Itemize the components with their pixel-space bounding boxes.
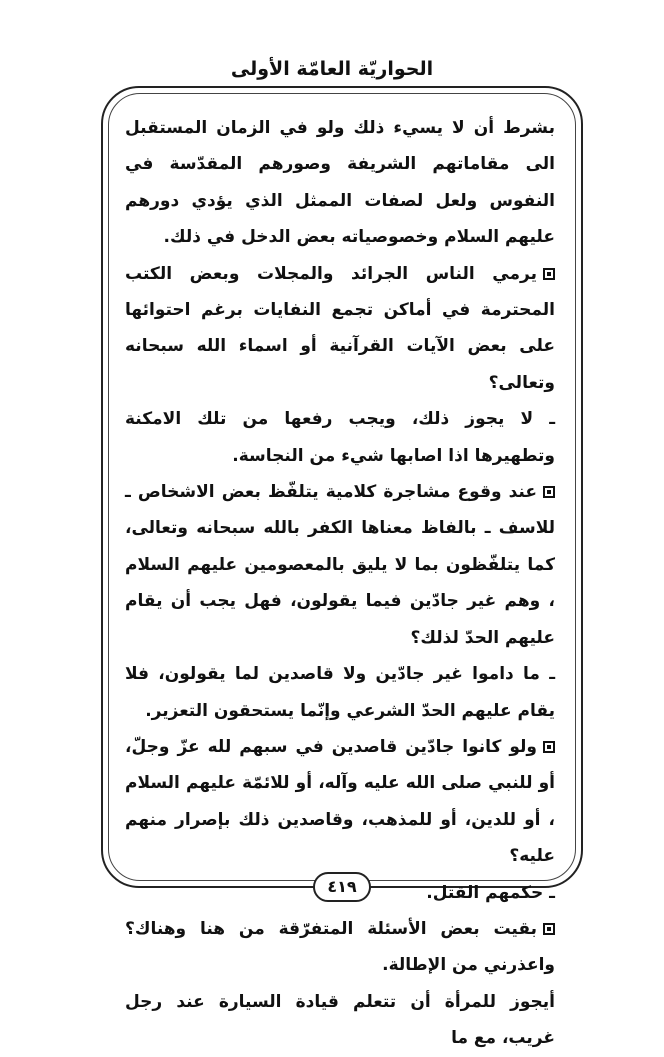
question-paragraph (125, 256, 555, 402)
body-text (125, 110, 555, 1057)
paragraph-text: ولو كانوا جادّين قاصدين في سبهم لله عزّ وجلّ، أو للنبي صلى الله عليه وآله، أو للائمّة عليهم السلام ، أو للدين، أو للمذهب، وقاصدين ذلك بإصرار منهم عليه؟ (125, 736, 555, 867)
running-header: الحواريّة العامّة الأولى (230, 58, 434, 80)
paragraph-text: عند وقوع مشاجرة كلامية يتلفّظ بعض الاشخاص ـ للاسف ـ بالفاظ معناها الكفر بالله سبحانه وتعالى، كما يتلفّظون بما لا يليق بالمعصومين عليهم السلام ، وهم غير جادّين فيما يقولون، فهل يجب أن يقام عليهم الحدّ لذلك؟ (125, 482, 555, 648)
paragraph-text: بقيت بعض الأسئلة المتفرّقة من هنا وهناك؟ واعذرني من الإطالة. (125, 918, 555, 976)
answer-paragraph (125, 656, 555, 729)
question-paragraph (125, 474, 555, 656)
paragraph-text: يرمي الناس الجرائد والمجلات وبعض الكتب المحترمة في أماكن تجمع النفايات برغم احتوائها على بعض الآيات القرآنية أو اسماء الله سبحانه وتعالى؟ (125, 263, 555, 393)
square-bullet-icon (543, 923, 555, 935)
question-paragraph (125, 729, 555, 875)
question-paragraph (125, 984, 555, 1057)
question-paragraph (125, 911, 555, 984)
paragraph-text: ـ ما داموا غير جادّين ولا قاصدين لما يقولون، فلا يقام عليهم الحدّ الشرعي وإنّما يستحقون التعزير. (125, 664, 555, 721)
paragraph-text: أيجوز للمرأة أن تتعلم قيادة السيارة عند رجل غريب، مع ما (125, 991, 555, 1049)
paragraph (125, 110, 555, 256)
page-number: ٤١٩ (313, 872, 371, 902)
paragraph-text: بشرط أن لا يسيء ذلك ولو في الزمان المستقبل الى مقاماتهم الشريفة وصورهم المقدّسة في النفوس ولعل لصفات الممثل الذي يؤدي دورهم عليهم السلام وخصوصياته بعض الدخل في ذلك. (125, 118, 555, 248)
answer-paragraph (125, 401, 555, 474)
paragraph-text: ـ حكمهم القتل. (426, 882, 555, 903)
square-bullet-icon (543, 268, 555, 280)
paragraph-text: ـ لا يجوز ذلك، ويجب رفعها من تلك الامكنة وتطهيرها اذا اصابها شيء من النجاسة. (125, 409, 555, 466)
square-bullet-icon (543, 486, 555, 498)
square-bullet-icon (543, 741, 555, 753)
